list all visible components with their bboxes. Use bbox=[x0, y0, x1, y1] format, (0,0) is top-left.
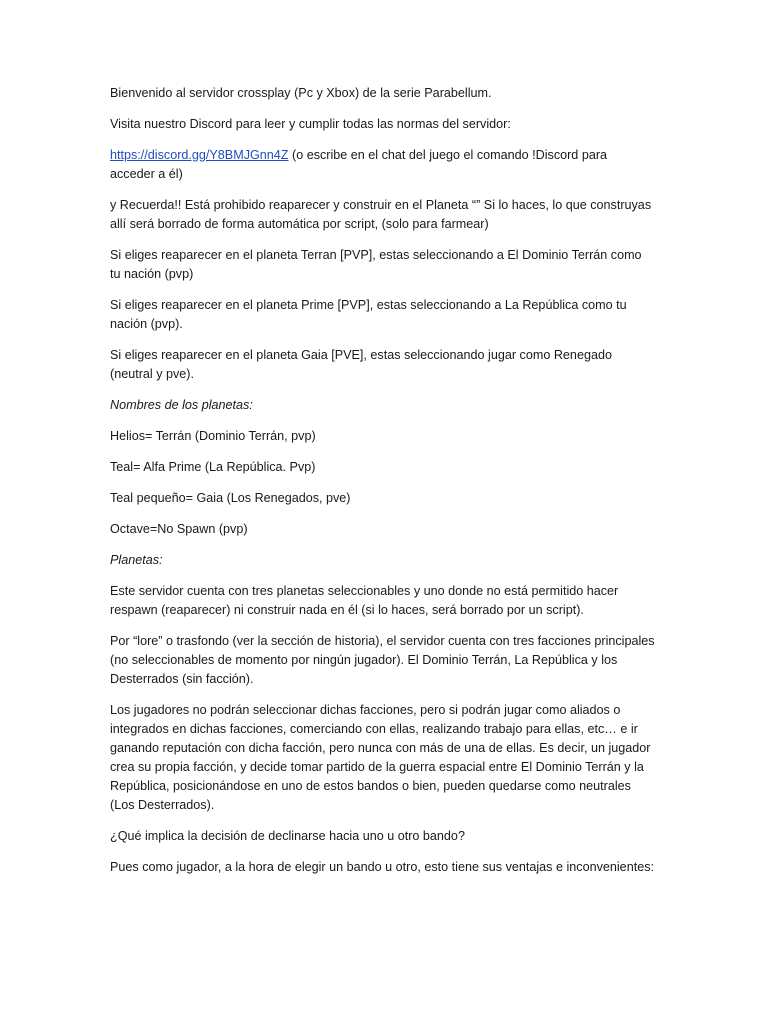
planet-teal-small: Teal pequeño= Gaia (Los Renegados, pve) bbox=[110, 491, 351, 505]
document-body bbox=[110, 84, 655, 889]
decision-answer: Pues como jugador, a la hora de elegir un bando u otro, esto tiene sus ventajas e inconvenientes: bbox=[110, 860, 654, 874]
prime-spawn-paragraph: Si eliges reaparecer en el planeta Prime [PVP], estas seleccionando a La República como tu nación (pvp). bbox=[110, 298, 627, 331]
welcome-paragraph: Bienvenido al servidor crossplay (Pc y Xbox) de la serie Parabellum. bbox=[110, 86, 492, 100]
discord-intro-paragraph: Visita nuestro Discord para leer y cumplir todas las normas del servidor: bbox=[110, 117, 511, 131]
lore-paragraph: Por “lore” o trasfondo (ver la sección de historia), el servidor cuenta con tres facciones principales (no seleccionables de momento por ningún jugador). El Dominio Terrán, La República y los Desterrados (sin facción). bbox=[110, 634, 655, 686]
planets-heading: Planetas: bbox=[110, 553, 163, 567]
discord-link-paragraph bbox=[110, 146, 655, 184]
planets-description-paragraph: Este servidor cuenta con tres planetas seleccionables y uno donde no está permitido hacer respawn (reaparecer) ni construir nada en él (si lo haces, será borrado por un script). bbox=[110, 584, 619, 617]
warning-paragraph: y Recuerda!! Está prohibido reaparecer y construir en el Planeta “” Si lo haces, lo que construyas allí será borrado de forma automática por script, (solo para farmear) bbox=[110, 198, 652, 231]
discord-link-note: (o escribe en el chat del juego el comando !Discord para acceder a él) bbox=[110, 148, 608, 181]
gaia-spawn-paragraph: Si eliges reaparecer en el planeta Gaia [PVE], estas seleccionando jugar como Renegado (neutral y pve). bbox=[110, 348, 612, 381]
planet-teal: Teal= Alfa Prime (La República. Pvp) bbox=[110, 460, 316, 474]
planet-names-heading: Nombres de los planetas: bbox=[110, 398, 253, 412]
factions-paragraph: Los jugadores no podrán seleccionar dichas facciones, pero si podrán jugar como aliados o integrados en dichas facciones, comerciando con ellas, realizando trabajo para ellas, etc… e ir ganando reputación con dicha facción, pero nunca con más de una de ellas. Es decir, un jugador crea su propia facción, y decide tomar partido de la guerra espacial entre El Dominio Terrán y la República, posicionándose en uno de estos bandos o bien, pueden quedarse como neutrales (Los Desterrados). bbox=[110, 703, 651, 812]
terran-spawn-paragraph: Si eliges reaparecer en el planeta Terran [PVP], estas seleccionando a El Dominio Terrán como tu nación (pvp) bbox=[110, 248, 642, 281]
decision-question: ¿Qué implica la decisión de declinarse hacia uno u otro bando? bbox=[110, 829, 465, 843]
discord-link[interactable]: https://discord.gg/Y8BMJGnn4Z bbox=[110, 148, 289, 162]
planet-octave: Octave=No Spawn (pvp) bbox=[110, 522, 248, 536]
planet-helios: Helios= Terrán (Dominio Terrán, pvp) bbox=[110, 429, 316, 443]
